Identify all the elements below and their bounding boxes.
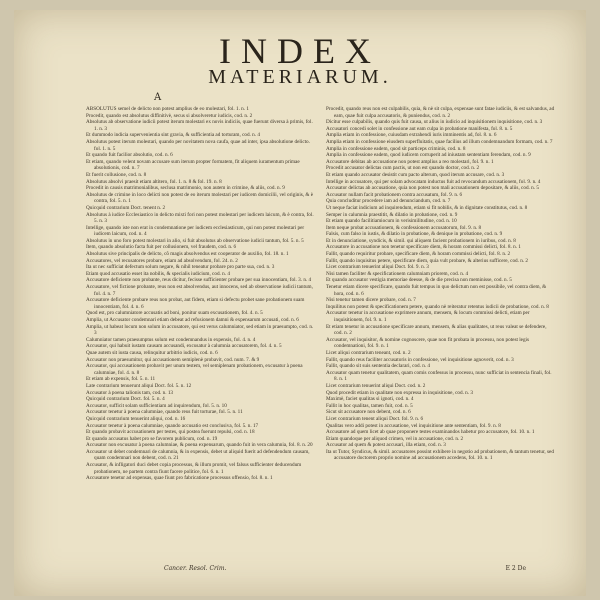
- right-column: [326, 106, 556, 462]
- index-page: [14, 10, 586, 596]
- index-entry: Accusator non praesumitur, qui accusationem semiplenè probavit, cod. num. 7. & 9: [86, 356, 260, 363]
- index-entry: Procedit, quando est absolutus diffinitivè, secus si absolveretur iudicis, cod. n. 2: [86, 112, 253, 119]
- index-entry: Accusator non excusatur à poena calumniae, & poena expensarum, quando fuit in vera calumnia, fol. 8. n. 20: [86, 442, 313, 449]
- signature-mark: E 2 De: [505, 565, 526, 572]
- index-entry: Accusator ad quem & potest accusari, illa etiam, cod. n. 3: [326, 442, 446, 449]
- index-entry: Sicut sit accusatore non debent, cod. n. 6: [326, 409, 411, 416]
- index-entry: Semper in calumnia praestitit, & dilatio in probatione, cod. n. 9: [326, 211, 458, 218]
- index-entry: Absolutus de crimine in loco delicti non potest de eo iterum molestari per iudicem domicilii, vel originis, & è contra, fol. 5. n. 1: [86, 191, 314, 205]
- index-entry: Et quando probavit accusationem per testes, qui postea fuerunt repulsi, cod. n. 18: [86, 429, 255, 436]
- index-entry: Accusatore ad quem licet ab quae proponere testes examinandos habetur pro accusatore, fol. 10. n. 1: [326, 429, 535, 436]
- index-entry: Accusator quam tenetur qualitatem, quam comis confessus in processu, nunc sufficiat in sentencia finali, fol. 8. n. 1: [326, 369, 552, 383]
- index-entry: Et etiam ab expensis, fol. 5. n. 11: [86, 376, 156, 383]
- index-entry: Accusatore tenetur ad expensas, quae fiunt pro fabricatione processus offensio, fol. 8. n. 1: [86, 475, 273, 482]
- index-entry: Quod procedit etiam in qualitate non expressa in inquisitione, cod. n. 3: [326, 389, 473, 396]
- index-entry: Accusatore, vel fictione probante, reus non est absolvendus, aut innocens, sed ab observatione iudicii tantum, fol. 4. n. 7: [86, 284, 313, 297]
- index-entry: Inquilitus non potest & specificationem petere, quando nè reiteratur retentus iudicii de probatione, cod. n. 8: [326, 303, 549, 310]
- index-entry: Quod est, pro calumniatore accusatis ad boni, ponitur suam excusationem, fol. 4. n. 5: [86, 310, 263, 317]
- index-entry: Nisi tenetur tamen dicere probare, cod. n. 7: [326, 297, 416, 304]
- index-entry: Et dummodo indicia supervenientia sint gravia, & sufficientia ad torturam, cod. n. 4: [86, 132, 260, 139]
- index-entry: Late contrarium tenuerunt aliqui Doct. fol. 5. n. 12: [86, 382, 192, 389]
- index-entry: Amplia in confessione eadem, quod iudicem corruperit ad iniustam sententiam ferendam, cod. n. 9: [326, 152, 531, 159]
- index-entry: Ut neque faciat indicium ad inquirendum, etiam si fit nobilis, & in dignitate constitutus, cod. n. 8: [326, 204, 528, 211]
- index-entry: Quicquid contrarium Doct. fol. 5. n. 4: [86, 396, 165, 403]
- index-entry: Quicquid contrarium tenuerint aliqui, cod. n. 16: [86, 415, 186, 422]
- index-entry: Item neque probat accusationem, & confessionem accusatorum, fol. 9. n. 8: [326, 224, 482, 231]
- index-entry: Tenetur etiam dicere specificare, quando fuit tempus in quo delictum non est possibile, vel contra diem, & hora, cod. n. 6: [326, 284, 547, 297]
- index-entry: Et quando accusator vestigia memoriae deesse, & de die precisa non meminisse, cod. n. 5: [326, 277, 512, 284]
- index-entry: Licet contrarium tenent aliqui Doct. fol. 9. n. 6: [326, 415, 424, 422]
- index-entry: Item, quando absolutio facta fuit per collusionem, vel fraudem, cod. n. 6: [86, 244, 237, 251]
- index-entry: Procedit accusator delictas cum pactis, ut non est quando doctor, cod. n. 2: [326, 165, 480, 172]
- index-entry: Accusator tenetur à poena calumniae, quando accusatio est conclusiva, fol. 5. n. 17: [86, 422, 259, 429]
- index-entry: Accusator tenetur in accusatione exprimere annum, mensem, & locum commissi delicti, etiam per inquisitionem, fol. 9. n. 1: [326, 310, 530, 323]
- index-entry: Licet aliqui contrarium teneant, cod. n. 2: [326, 349, 411, 356]
- index-entry: Procedit in causis matrimonialibus, seclusa matrimonio, non autem in crimine, & aliis, cod. n. 9: [86, 185, 285, 192]
- index-entry: Et fuerit collusione, cod. n. 8: [86, 171, 147, 178]
- index-entry: Quicquid contrarium Doct. tenent n. 2: [86, 204, 166, 211]
- index-entry: Absolutus ab observatione iudicii potest iterum molestari ex novis indiciis, quae fuerunt diversa à primis, fol. 1. n. 3: [86, 119, 313, 132]
- index-entry: Licet contrarium tenuerint aliqui Doct. cod. n. 2: [326, 382, 426, 389]
- index-entry: Ita ut nec sufficiat defectum solum negare, & nihil teneatur probare pro parte sua, cod. n. 3: [86, 264, 275, 271]
- index-entry: Accusator tenetur à poena calumniae, quando reus fuit torturae, fol. 5. n. 11: [86, 409, 243, 416]
- catchword-left: Cancer. Resol. Crim.: [164, 565, 227, 572]
- index-entry: Dicitur esse culpabilis, quando quis fuit causa, ut alius in iudicio ad inquisitionem inquisitione, cod. n. 3: [326, 119, 543, 126]
- index-entry: Absolutus à iudice Ecclesiastico in delicto mixti fori non potest molestari per iudicem laicum, & è contra, fol. 5. n. 3: [86, 211, 314, 225]
- index-entry: Etiam quandoque per aliquod crimen, vel in accusatione, cod. n. 2: [326, 435, 464, 442]
- index-entry: Fallit, quando reus faciliter accusatoris in confessione, vel inquisitione agnoverit, cod. n. 3: [326, 356, 514, 363]
- index-entry: Et etiam tenetur in accusatione specificare annum, mensem, & alias qualitates, ut reus valeat se defendere, cod. n. 2: [326, 323, 547, 337]
- index-entry: Accusator delictas ab accusatione, quia non potest non mali accusationem depositare, & aliis, cod. n. 5: [326, 185, 539, 192]
- index-entry: Et etiam, quando velent novam accusare sum iterum propter formatem, fit aliquem iuramentum primae absolutionis, cod. n. 7: [86, 158, 300, 172]
- index-entry: Accusator, & infligatori duci debet copia processus, & illum promit, vel falsus sufficienter deducendum probationem, ne partem contra fiunt facere politice, fol. 6. n. 1: [86, 462, 302, 475]
- index-entry: Amplia in confessione eadem, quod sit particeps criminis, cod. n. 8: [326, 145, 466, 152]
- index-entry: Amplia, ut Accusator condemnari etiam debeat ad refusionem damni & expensarum accusati, cod. n. 6: [86, 317, 299, 323]
- section-letter: A: [154, 92, 162, 103]
- index-entry: Accusatore deficiente probare reus non probat, aut fidem, etiam si defectu probet sane probationem suam innocentiam, fol. 4. n. 6: [86, 297, 305, 310]
- index-entry: Fallit, quando sit suis sententia declarari, cod. n. 4: [326, 363, 431, 370]
- index-entry: Absolutus absolvi praesit etiam altitero, fol. 1. n. 8 & fol. 19. n. 8: [86, 178, 222, 185]
- index-entry: ABSOLUTUS semel de delicto non potest amplius de eo molestari, fol. 1. n. 1: [86, 106, 249, 112]
- index-entry: Amplia, ut habeat locum non solum in accusatore, qui est verus calumniator, sed etiam in praesumpto, cod. n. 3: [86, 323, 314, 337]
- page-subtitle: MATERIARUM.: [208, 66, 392, 88]
- index-entry: Ita ut Tutor, Syndicus, & simil. accusatores possint exhibere in negotio ad probationem, & tantum tenetur, sed accusatore doctorem proprio nomine ad accusationem accedens, fol. 10. n. 1: [326, 448, 554, 462]
- index-entry: Accusator, qui accusationem probavit per unum testem, vel semiplenam probationem, excusatur à poena calumniae, fol. 4. n. 8: [86, 363, 303, 376]
- page-title: INDEX: [219, 31, 381, 71]
- index-entry: Fallit, quando inquisitus petere, specificare diem, quia vult probare, & alterius sufficere, cod. n. 2: [326, 257, 529, 264]
- index-entry: Absolutus sive principalis de delicto, cõ magis absolvendus est cooperator de auxilio, fol. 18. n. 1: [86, 251, 289, 258]
- index-entry: Et quando accusatus habet pro se favorem publicum, cod. n. 19: [86, 435, 218, 442]
- index-entry: Licet contrarium tenuerint aliqui Doct. fol. 9. n. 3: [326, 264, 429, 271]
- index-entry: Et in denunciatione, syndicis, & simil. qui aliquem facient probationem in iuribus, cod. n. 8: [326, 237, 516, 244]
- index-entry: Fallit, quando requiritur probare, specificare diem, & horam commissi delicti, fol. 8. n. 2: [326, 251, 511, 258]
- index-entry: Fallit in hoc qualitas, tamen fuit, cod. n. 5: [326, 402, 413, 409]
- index-entry: Accusator, vel inquisitor, & nomine cognoscere, quae non fit probata in processu, non potest legis condemnationi, fol. 9. n. 1: [326, 336, 530, 350]
- index-entry: Falsis, cum falso in iustis, & dilatio in probatione, & denique in probatione, cod. n. 9: [326, 231, 503, 238]
- index-entry: Accusator, qui habuit iustam causam accusandi, excusatur à calumnia accusatorem, fol. 4. n. 5: [86, 343, 282, 350]
- index-entry: Qualitas vero addi potest in accusatione, vel inquisitione ante sententiam, fol. 9. n. 8: [326, 422, 501, 429]
- index-entry: Et etiam quando accusator desistit cum pacto alterum, quod iterum accusare, cod. n. 3: [326, 171, 505, 178]
- index-entry: Accusatore in accusatione non tenetur specificare diem, & horam commissi delicti, fol. 8. n. 1: [326, 244, 521, 251]
- index-entry: Accusator, sufficit solam sufficientiam ad inquirendum, fol. 5. n. 10: [86, 402, 227, 409]
- index-entry: Accusator à poena talionis tam, cod. n. 13: [86, 389, 174, 396]
- index-entry: Absolutus potest iterum molestari, quando per novitatem nova caufa, quae ad inter, ipsa absolutione delicto. fol. 1. n. 5: [86, 138, 310, 152]
- index-entry: Intellige, quando iste non erat in condemnatione per iudicem ecclesiasticum, qui non potest molestari per iudicem laicum, cod. n. 4: [86, 224, 305, 238]
- index-entry: Intellige in accusatore, qui per solam advocatam inductus fuit ad revocandum accusationem, fol. 9. n. 4: [326, 178, 541, 185]
- index-entry: Accusatore deficiente non probante, reus dicitur, fecisse sufficienter probare per sua innocentiam, fol. 3. n. 4: [86, 277, 312, 284]
- left-column: [86, 106, 316, 482]
- index-entry: Absolutus in uno foro potest molestari in alio, si fuit absolutus ab observatione iudicii tantum, fol. 5. n. 5: [86, 237, 304, 244]
- index-entry: Accusatores, vel recusatores probare, etiam ad absolvendum, fol. 24. n. 2: [86, 257, 238, 264]
- index-entry: Calumniator tamen praesumptus solum est condemnandus in expensis, fol. 4. n. 4: [86, 336, 256, 343]
- index-entry: Maximè, faciet qualitas si ignoti, cod. n. 4: [326, 396, 414, 403]
- index-entry: Etiam quod accusatio esset ita nobilis, & specialis iudicium, cod. n. 4: [86, 270, 230, 277]
- index-entry: Amplia etiam in confessione eiusdem superfluitatis, quae facilius ad illum condemnandum formam, cod. n. 7: [326, 138, 553, 145]
- index-entry: Accusator ut debet condemnari de calumnia, & in expensis, debet ut aliquid fuerit ad defendendum causam, quam condemnari non debent, cod. n. 21: [86, 448, 310, 462]
- index-entry: Accusatore debitas ab accusatione non potest amplius a reo molestari, fol. 9. n. 1: [326, 158, 494, 165]
- index-entry: Accusator nullam facit probationem contra accusatum, fol. 9. n. 6: [326, 191, 463, 198]
- index-entry: Quia concluditur procedere iam ad denunciandum, cod. n. 7: [326, 198, 451, 205]
- index-entry: Accusatori concedi solet in confessione aut eam culpa in probatione manifesta, fol. 8. n. 5: [326, 125, 513, 132]
- index-entry: Quae autem sit iusta causa, relinquitur arbitrio iudicis, cod. n. 6: [86, 349, 218, 356]
- index-entry: Et quando fuit facilior absolutio, cod. n. 6: [86, 152, 173, 159]
- index-entry: Procedit, quando reus non est culpabilis, quia, & nè sit culpa, expensae sunt fatae iudiciis, & est salvandus, ad eam, quae fuit culpa accusatoris, & puniendus, cod. n. 2: [326, 106, 555, 119]
- index-entry: Nisi tamen faciliter & specificationem calumniam priorem, cod. n. 4: [326, 270, 469, 277]
- index-entry: Amplia etiam in confessione, cuiusdam extrahendi iuris imminentis ad, fol. 8. n. 6: [326, 132, 497, 139]
- index-entry: Et etiam quando facilitiamiocum in verisimilitudine, cod. n. 10: [326, 218, 457, 225]
